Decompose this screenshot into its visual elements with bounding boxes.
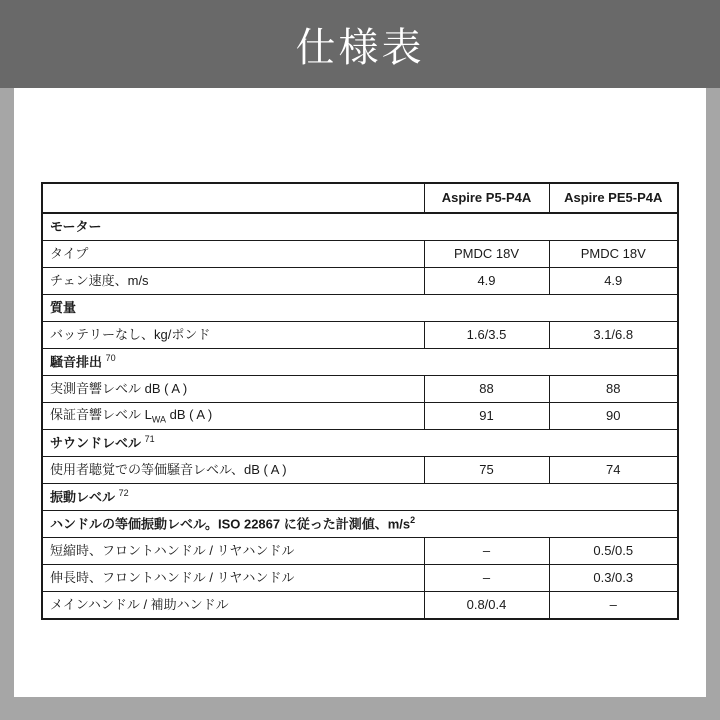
section-label (42, 511, 678, 538)
row-label: バッテリーなし、kg/ポンド (42, 322, 424, 349)
table-row-shortened-handles (42, 538, 678, 565)
section-row-noise-emission (42, 349, 678, 376)
section-text: 振動レベル (50, 489, 119, 505)
table-row-guaranteed-sound-level (42, 403, 678, 430)
column-header-model-1: Aspire P5-P4A (424, 183, 549, 213)
section-label (42, 484, 678, 511)
section-text: サウンドレベル (50, 435, 145, 451)
section-text: 質量 (50, 299, 77, 315)
value-cell: 4.9 (424, 268, 549, 295)
value-cell: – (424, 565, 549, 592)
table-row-measured-sound-level (42, 376, 678, 403)
table-row-weight-without-battery (42, 322, 678, 349)
section-row-vibration-level (42, 484, 678, 511)
section-row-sound-level (42, 430, 678, 457)
value-cell: 75 (424, 457, 549, 484)
value-cell: PMDC 18V (549, 241, 678, 268)
section-row-handle-vibration (42, 511, 678, 538)
footnote-ref: 72 (118, 488, 129, 499)
page-title: 仕様表 (295, 25, 425, 70)
document-page (14, 88, 706, 697)
value-cell: 74 (549, 457, 678, 484)
value-cell: 0.8/0.4 (424, 592, 549, 620)
value-cell: 90 (549, 403, 678, 430)
value-cell: 3.1/6.8 (549, 322, 678, 349)
value-cell: 88 (424, 376, 549, 403)
row-label: 短縮時、フロントハンドル / リヤハンドル (42, 538, 424, 565)
footnote-ref: 71 (144, 434, 155, 445)
spec-table (41, 182, 679, 620)
value-cell: PMDC 18V (424, 241, 549, 268)
section-row-weight (42, 295, 678, 322)
section-text: 騒音排出 (50, 354, 106, 370)
row-label (42, 403, 424, 430)
section-label (42, 213, 678, 241)
value-cell: 88 (549, 376, 678, 403)
value-cell: – (424, 538, 549, 565)
value-cell: 0.3/0.3 (549, 565, 678, 592)
section-row-motor (42, 213, 678, 241)
table-row-type (42, 241, 678, 268)
header-empty-cell (42, 183, 424, 213)
section-label (42, 430, 678, 457)
row-label: タイプ (42, 241, 424, 268)
value-cell: 91 (424, 403, 549, 430)
label-subscript: WA (151, 414, 167, 425)
row-label: チェン速度、m/s (42, 268, 424, 295)
section-text: モーター (50, 218, 102, 234)
section-label (42, 349, 678, 376)
column-header-model-2: Aspire PE5-P4A (549, 183, 678, 213)
table-row-chain-speed (42, 268, 678, 295)
unit-superscript: 2 (410, 515, 416, 526)
table-header-row (42, 183, 678, 213)
value-cell: – (549, 592, 678, 620)
footnote-ref: 70 (105, 353, 116, 364)
label-text: dB ( A ) (166, 406, 213, 422)
value-cell: 1.6/3.5 (424, 322, 549, 349)
row-label: メインハンドル / 補助ハンドル (42, 592, 424, 620)
section-label (42, 295, 678, 322)
header-band (0, 0, 720, 88)
row-label: 使用者聴覚での等価騒音レベル、dB ( A ) (42, 457, 424, 484)
value-cell: 0.5/0.5 (549, 538, 678, 565)
table-row-main-handle (42, 592, 678, 620)
row-label: 実測音響レベル dB ( A ) (42, 376, 424, 403)
value-cell: 4.9 (549, 268, 678, 295)
row-label: 伸長時、フロントハンドル / リヤハンドル (42, 565, 424, 592)
table-row-extended-handles (42, 565, 678, 592)
table-row-equivalent-noise-level (42, 457, 678, 484)
label-text: 保証音響レベル L (50, 406, 152, 422)
section-text: ハンドルの等価振動レベル。ISO 22867 に従った計測値、m/s (50, 516, 411, 532)
